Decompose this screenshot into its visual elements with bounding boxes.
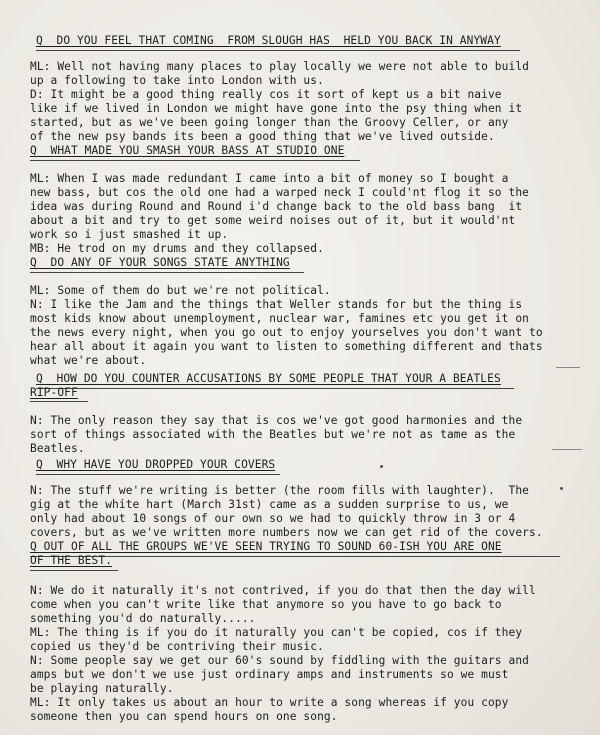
answer-line: ML: Some of them do but we're not political. xyxy=(30,284,331,297)
answer-line: MB: He trod on my drums and they collapsed. xyxy=(30,242,324,255)
stray-mark xyxy=(556,367,580,368)
question-heading: Q OUT OF ALL THE GROUPS WE'VE SEEN TRYING TO SOUND 60-ISH YOU ARE ONE xyxy=(30,540,502,553)
answer-line: like if we lived in London we might have gone into the psy thing when it xyxy=(30,102,523,115)
answer-line: sort of things associated with the Beatles but we're not as tame as the xyxy=(30,428,516,441)
answer-line: copied us they'd be contriving their music. xyxy=(30,640,324,653)
question-heading-cont: RIP-OFF xyxy=(30,386,78,399)
answer-line: ML: It only takes us about an hour to write a song whereas if you copy xyxy=(30,696,509,709)
answer-line: something you'd do naturally..... xyxy=(30,612,256,625)
stray-dot xyxy=(560,487,563,490)
answer-line: come when you can't write like that anymore so you have to go back to xyxy=(30,598,502,611)
answer-line: N: We do it naturally it's not contrived, if you do that then the day will xyxy=(30,584,536,597)
heading-rule xyxy=(30,570,118,571)
answer-line: someone then you can spend hours on one song. xyxy=(30,710,338,723)
heading-rule xyxy=(36,474,280,475)
answer-line: ML: When I was made redundant I came into a bit of money so I bought a xyxy=(30,172,509,185)
answer-line: amps but we don't we use just ordinary amps and instruments so we must xyxy=(30,668,509,681)
question-heading: Q HOW DO YOU COUNTER ACCUSATIONS BY SOME PEOPLE THAT YOUR A BEATLES xyxy=(36,372,501,385)
answer-line: most kids know about unemployment, nuclear war, famines etc you get it on xyxy=(30,312,529,325)
answer-line: what we're about. xyxy=(30,354,147,367)
answer-line: of the new psy bands its been a good thing that we've lived outside. xyxy=(30,130,495,143)
heading-rule xyxy=(30,401,88,402)
answer-line: be playing naturally. xyxy=(30,682,174,695)
question-heading: Q WHY HAVE YOU DROPPED YOUR COVERS xyxy=(36,458,276,471)
answer-line: the news every night, when you go out to enjoy yourselves you don't want to xyxy=(30,326,543,339)
heading-rule xyxy=(36,50,520,51)
question-heading-cont: OF THE BEST. xyxy=(30,554,113,567)
answer-line: D: It might be a good thing really cos it sort of kept us a bit naive xyxy=(30,88,502,101)
answer-line: up a following to take into London with us. xyxy=(30,74,324,87)
answer-line: work so i just smashed it up. xyxy=(30,228,229,241)
answer-line: N: Some people say we get our 60's sound by fiddling with the guitars and xyxy=(30,654,529,667)
answer-line: new bass, but cos the old one had a warped neck I could'nt flog it so the xyxy=(30,186,529,199)
answer-line: ML: Well not having many places to play locally we were not able to build xyxy=(30,60,529,73)
answer-line: about a bit and try to get some weird noises out of it, but it would'nt xyxy=(30,214,516,227)
question-heading: Q WHAT MADE YOU SMASH YOUR BASS AT STUDIO ONE xyxy=(30,144,345,157)
answer-line: only had about 10 songs of our own so we had to quickly throw in 3 or 4 xyxy=(30,512,516,525)
question-heading: Q DO YOU FEEL THAT COMING FROM SLOUGH HAS HELD YOU BACK IN ANYWAY xyxy=(36,34,501,47)
answer-line: hear all about it again you want to listen to something different and thats xyxy=(30,340,543,353)
answer-line: ML: The thing is if you do it naturally you can't be copied, cos if they xyxy=(30,626,523,639)
heading-rule xyxy=(36,388,514,389)
answer-line: N: The only reason they say that is cos we've got good harmonies and the xyxy=(30,414,523,427)
answer-line: N: I like the Jam and the things that Weller stands for but the thing is xyxy=(30,298,523,311)
answer-line: N: The stuff we're writing is better (the room fills with laughter). The xyxy=(30,484,529,497)
stray-mark xyxy=(552,449,582,450)
heading-rule xyxy=(30,160,360,161)
answer-line: idea was during Round and Round i'd change back to the old bass bang it xyxy=(30,200,523,213)
answer-line: started, but as we've been going longer than the Groovy Celler, or any xyxy=(30,116,509,129)
question-heading: Q DO ANY OF YOUR SONGS STATE ANYTHING xyxy=(30,256,290,269)
answer-line: Beatles. xyxy=(30,442,85,455)
heading-rule xyxy=(30,272,304,273)
answer-line: covers, but as we've written more numbers now we can get rid of the covers. xyxy=(30,526,543,539)
answer-line: gig at the white hart (March 31st) came as a sudden surprise to us, we xyxy=(30,498,509,511)
stray-dot xyxy=(380,465,383,468)
